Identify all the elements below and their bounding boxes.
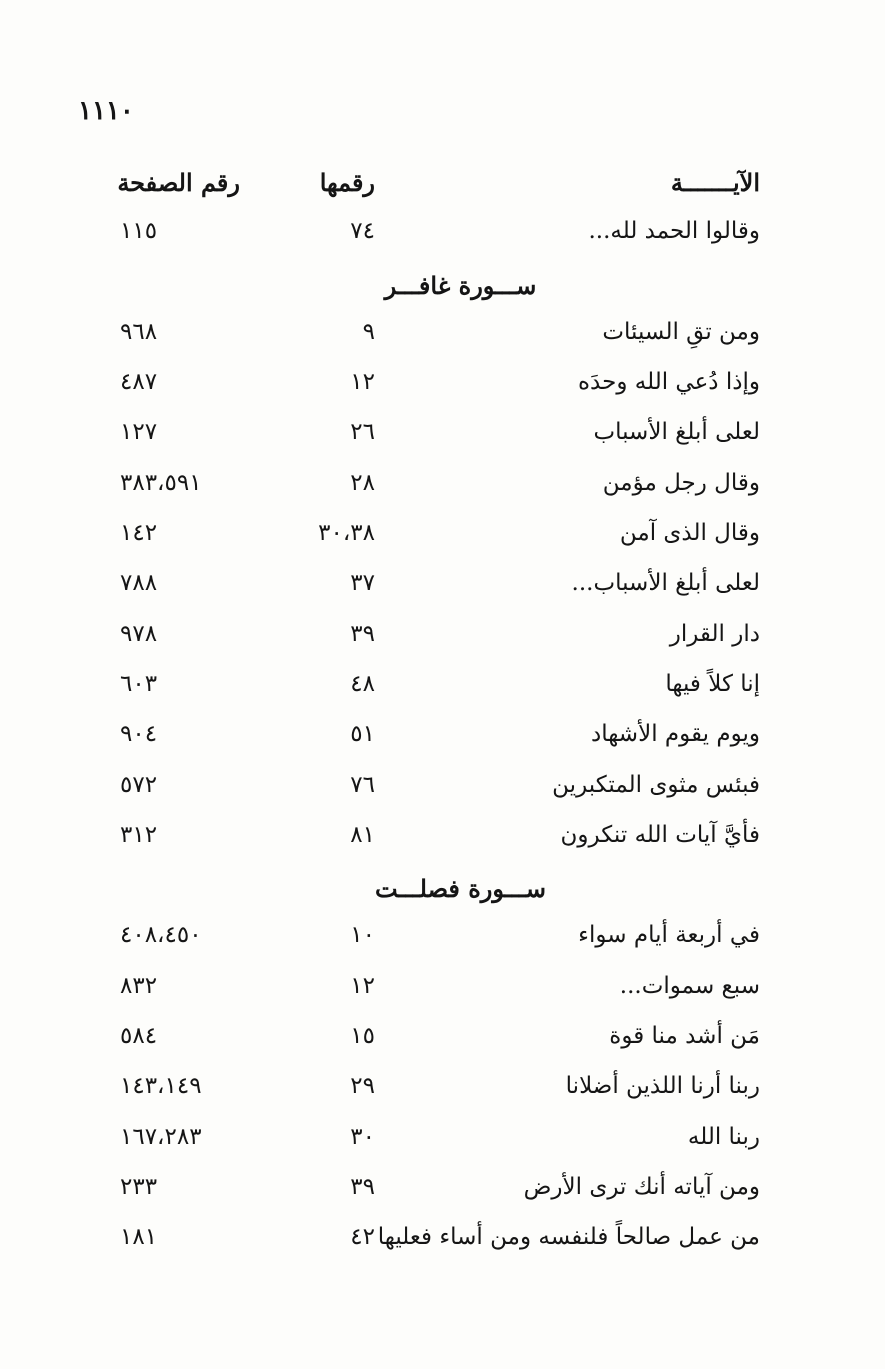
page-reference: ١٨١ [120, 1224, 158, 1251]
page-reference: ١١٥ [120, 218, 158, 245]
table-row [0, 562, 885, 612]
verse-text: ومن آياته أنك ترى الأرض [523, 1173, 760, 1200]
verse-number: ٣٠ [350, 1123, 375, 1150]
table-row [0, 210, 885, 260]
verse-text: دار القرار [669, 620, 760, 647]
verse-text: ويوم يقوم الأشهاد [590, 721, 760, 748]
page-reference: ٨٣٢ [120, 972, 158, 999]
table-row [0, 462, 885, 512]
verse-number: ١٠ [350, 922, 375, 949]
table-row [0, 1216, 885, 1266]
table-body [0, 210, 885, 1266]
page-reference: ١٤٢ [120, 520, 158, 547]
verse-text: مَن أشد منا قوة [609, 1023, 760, 1050]
table-row [0, 361, 885, 411]
verse-text: وقال الذى آمن [619, 520, 760, 547]
verse-text: ربنا أرنا اللذين أضلانا [565, 1073, 760, 1100]
verse-number: ٥١ [350, 721, 375, 748]
verse-text: إنا كلاً فيها [665, 670, 760, 697]
verse-text: من عمل صالحاً فلنفسه ومن أساء فعليها [377, 1224, 760, 1251]
table-row [0, 512, 885, 562]
verse-number: ٤٨ [350, 670, 375, 697]
verse-number: ٣٧ [350, 570, 375, 597]
table-row [0, 1065, 885, 1115]
page-reference: ٥٧٢ [120, 771, 158, 798]
page-reference: ٣٨٣،٥٩١ [120, 469, 202, 496]
page-reference: ٩٧٨ [120, 620, 158, 647]
verse-text: ومن تقِ السيئات [602, 318, 760, 345]
table-row [0, 311, 885, 361]
surah-title [0, 261, 885, 311]
verse-text: في أربعة أيام سواء [578, 922, 760, 949]
verse-number: ٨١ [350, 821, 375, 848]
page-reference: ١٦٧،٢٨٣ [120, 1123, 202, 1150]
page-reference: ٩٦٨ [120, 318, 158, 345]
page-reference: ٤٠٨،٤٥٠ [120, 922, 202, 949]
page-reference: ٢٣٣ [120, 1173, 158, 1200]
table-row [0, 1166, 885, 1216]
table-row [0, 411, 885, 461]
verse-text: لعلى أبلغ الأسباب [593, 419, 760, 446]
table-row [0, 613, 885, 663]
verse-number: ١٢ [350, 972, 375, 999]
page-reference: ٤٨٧ [120, 369, 158, 396]
surah-title-text: ســـورة غافـــر [384, 270, 537, 300]
page-reference: ١٢٧ [120, 419, 158, 446]
page-reference: ٩٠٤ [120, 721, 158, 748]
table-row [0, 663, 885, 713]
verse-number: ٧٦ [350, 771, 375, 798]
verse-index-table [0, 160, 885, 1267]
verse-text: سبع سموات... [619, 972, 760, 999]
page-number: ١١١٠ [78, 96, 134, 126]
table-row [0, 965, 885, 1015]
verse-text: فبئس مثوى المتكبرين [552, 771, 760, 798]
verse-text: لعلى أبلغ الأسباب... [571, 570, 760, 597]
page-reference: ٦٠٣ [120, 670, 158, 697]
verse-number: ٢٨ [350, 469, 375, 496]
verse-text: وقال رجل مؤمن [602, 469, 760, 496]
verse-text: فأيَّ آيات الله تنكرون [560, 821, 760, 848]
verse-number: ٢٩ [350, 1073, 375, 1100]
table-row [0, 1116, 885, 1166]
page-reference: ١٤٣،١٤٩ [120, 1073, 202, 1100]
header-number: رقمها [319, 168, 375, 197]
table-row [0, 713, 885, 763]
verse-number: ١٢ [350, 369, 375, 396]
table-row [0, 1015, 885, 1065]
surah-title [0, 864, 885, 914]
table-row [0, 914, 885, 964]
header-verse: الآيـــــــة [670, 168, 760, 197]
verse-number: ٣٩ [350, 620, 375, 647]
verse-number: ٤٢ [350, 1224, 375, 1251]
verse-text: ربنا الله [687, 1123, 760, 1150]
verse-text: وقالوا الحمد لله... [588, 218, 760, 245]
page-reference: ٣١٢ [120, 821, 158, 848]
table-header [0, 160, 885, 210]
surah-title-text: ســـورة فصلـــت [374, 874, 546, 904]
verse-text: وإذا دُعي الله وحدَه [578, 369, 760, 396]
verse-number: ٩ [362, 318, 375, 345]
page-reference: ٧٨٨ [120, 570, 158, 597]
page-reference: ٥٨٤ [120, 1023, 158, 1050]
table-row [0, 814, 885, 864]
table-row [0, 764, 885, 814]
verse-number: ٣٠،٣٨ [318, 520, 375, 547]
verse-number: ٢٦ [350, 419, 375, 446]
header-page: رقم الصفحة [117, 168, 240, 197]
verse-number: ٣٩ [350, 1173, 375, 1200]
verse-number: ١٥ [350, 1023, 375, 1050]
verse-number: ٧٤ [350, 218, 375, 245]
